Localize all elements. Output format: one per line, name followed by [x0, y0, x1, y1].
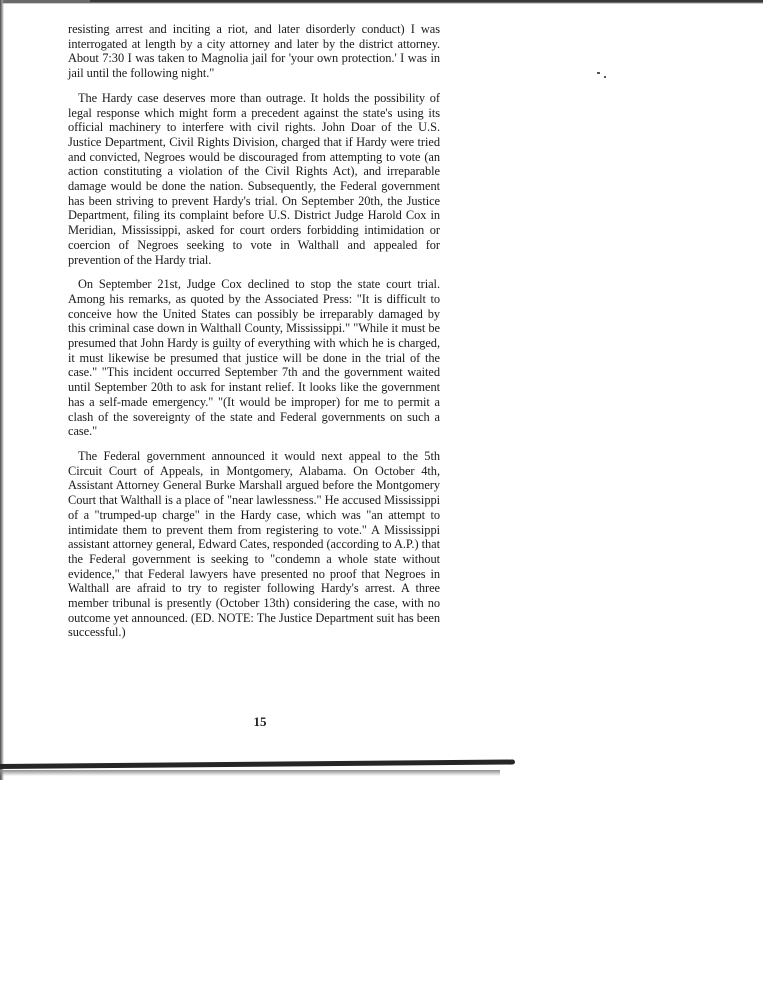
paragraph-federal-appeal: The Federal government announced it would next appeal to the 5th Circuit Court of Appeals, in Montgomery, Alabama. On October 4th, Assistant Attorney General Burke Marshall argued before the Montgomery Court that Walthall is a place of "near lawlessness." He accused Mississippi of a "trumped-up charge" in the Hardy case, which was "an attempt to intimidate them to prevent them from registering to vote." A Mississippi assistant attorney general, Edward Cates, responded (according to A.P.) that the Federal government is seeking to "condemn a whole state without evidence," that Federal lawyers have presented no proof that Negroes in Walthall are afraid to try to register following Hardy's arrest. A three member tribunal is presently (October 13th) considering the case, with no outcome yet announced. (ED. NOTE: The Justice Department suit has been successful.): [68, 448, 440, 640]
paragraph-continuation: resisting arrest and inciting a riot, and later disorderly conduct) I was interrogated at length by a city attorney and later by the district attorney. About 7:30 I was taken to Magnolia jail for 'your own protection.' I was in jail until the following night.": [68, 22, 440, 81]
paragraph-judge-cox: On September 21st, Judge Cox declined to stop the state court trial. Among his remarks, as quoted by the Associated Press: "It is difficult to conceive how the United States can possibly be irreparably damaged by this criminal case down in Walthall County, Mississippi." "While it must be presumed that John Hardy is guilty of everything with which he is charged, it must likewise be presumed that justice will be done in the trial of the case." "This incident occurred September 7th and the government waited until September 20th to ask for instant relief. It looks like the government has a self-made emergency." "(It would be improper) for me to permit a clash of the sovereignty of the state and Federal governments on such a case.": [68, 277, 440, 439]
scan-speck: [597, 72, 600, 74]
page-number: 15: [253, 714, 267, 729]
scan-bottom-edge: [0, 758, 515, 780]
page-body-text: [68, 22, 440, 650]
scan-top-edge-mark: [0, 0, 90, 2]
scan-left-edge: [0, 0, 4, 780]
scan-bottom-edge-line: [0, 760, 515, 769]
scan-speck: [604, 76, 606, 78]
scan-bottom-edge-shadow: [0, 770, 500, 776]
scan-top-edge: [0, 0, 763, 4]
paragraph-hardy-case: The Hardy case deserves more than outrage. It holds the possibility of legal response which might form a precedent against the state's using its official machinery to interfere with civil rights. John Doar of the U.S. Justice Department, Civil Rights Division, charged that if Hardy were tried and convicted, Negroes would be discouraged from attempting to vote (an action constituting a violation of the Civil Rights Act), and irreparable damage would be done the nation. Subsequently, the Federal government has been striving to prevent Hardy's trial. On September 20th, the Justice Department, filing its complaint before U.S. District Judge Harold Cox in Meridian, Mississippi, asked for court orders forbidding intimidation or coercion of Negroes seeking to vote in Walthall and appealed for prevention of the Hardy trial.: [68, 90, 440, 267]
